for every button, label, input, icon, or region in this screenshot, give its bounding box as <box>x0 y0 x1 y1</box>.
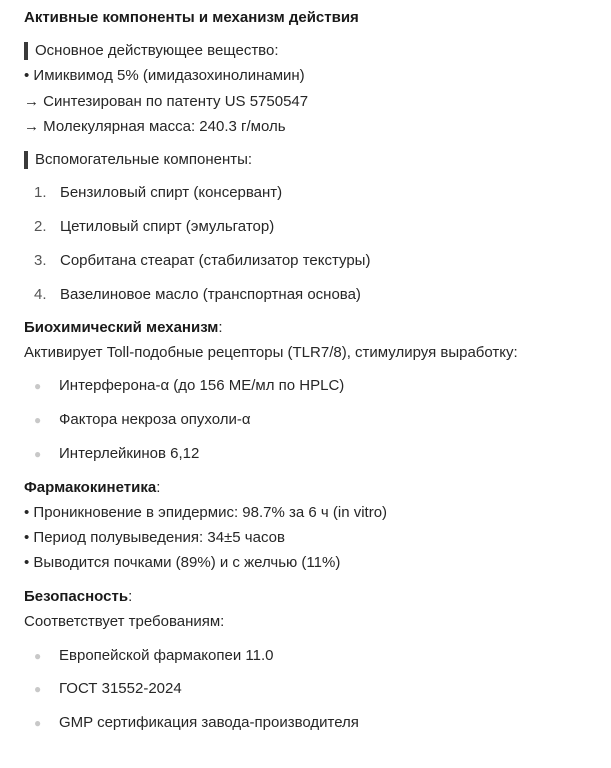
bullet-icon: ● <box>34 447 42 461</box>
section-heading: Активные компоненты и механизм действия <box>24 9 359 26</box>
pk-line-1: • Проникновение в эпидермис: 98.7% за 6 ч (in vitro) <box>24 504 388 521</box>
list-number: 3. <box>34 252 47 269</box>
pk-line-3: • Выводится почками (89%) и с желчью (11%) <box>24 554 341 571</box>
list-number: 4. <box>34 286 47 303</box>
safety-colon: : <box>128 588 133 605</box>
list-text: Цетиловый спирт (эмульгатор) <box>60 218 275 235</box>
safety-title: Безопасность <box>24 588 129 605</box>
safety-list-item <box>34 646 273 666</box>
bio-title: Биохимический механизм <box>24 319 219 336</box>
aux-label-text: Вспомогательные компоненты: <box>35 151 253 168</box>
list-text: Интерферона-α (до 156 МЕ/мл по HPLC) <box>59 377 345 394</box>
pk-heading <box>24 478 160 498</box>
active-label-text: Основное действующее вещество: <box>35 42 279 59</box>
active-line-2: → Синтезирован по патенту US 5750547 <box>24 93 309 110</box>
list-number: 2. <box>34 218 47 235</box>
list-number: 1. <box>34 184 47 201</box>
list-text: ГОСТ 31552-2024 <box>59 680 182 697</box>
bio-heading <box>24 318 223 338</box>
active-line-3: → Молекулярная масса: 240.3 г/моль <box>24 118 286 135</box>
bullet-icon: ● <box>34 649 42 663</box>
bullet-icon: ● <box>34 413 42 427</box>
aux-components-label <box>24 150 252 170</box>
pk-colon: : <box>156 479 161 496</box>
quote-bar <box>24 151 28 169</box>
aux-list-item <box>34 285 361 305</box>
aux-list-item <box>34 183 282 203</box>
list-text: Вазелиновое масло (транспортная основа) <box>60 286 361 303</box>
list-text: Интерлейкинов 6,12 <box>59 445 200 462</box>
active-line-1: • Имиквимод 5% (имидазохинолинамин) <box>24 67 305 84</box>
aux-list-item <box>34 251 370 271</box>
quote-bar <box>24 42 28 60</box>
bio-colon: : <box>218 319 223 336</box>
safety-list-item <box>34 713 359 733</box>
bio-list-item <box>34 444 199 464</box>
list-text: Европейской фармакопеи 11.0 <box>59 647 274 664</box>
active-ingredient-label <box>24 41 279 61</box>
bullet-icon: ● <box>34 716 42 730</box>
list-text: Сорбитана стеарат (стабилизатор текстуры) <box>60 252 371 269</box>
list-text: Бензиловый спирт (консервант) <box>60 184 283 201</box>
bio-list-item <box>34 376 344 396</box>
bio-list-item <box>34 410 251 430</box>
list-text: Фактора некроза опухоли-α <box>59 411 251 428</box>
bullet-icon: ● <box>34 379 42 393</box>
safety-intro: Соответствует требованиям: <box>24 613 225 630</box>
pk-line-2: • Период полувыведения: 34±5 часов <box>24 529 285 546</box>
list-text: GMP сертификация завода-производителя <box>59 714 359 731</box>
bio-intro: Активирует Toll-подобные рецепторы (TLR7/8), стимулируя выработку: <box>24 344 518 361</box>
bullet-icon: ● <box>34 682 42 696</box>
safety-list-item <box>34 679 182 699</box>
aux-list-item <box>34 217 274 237</box>
safety-heading <box>24 587 132 607</box>
pk-title: Фармакокинетика <box>24 479 157 496</box>
